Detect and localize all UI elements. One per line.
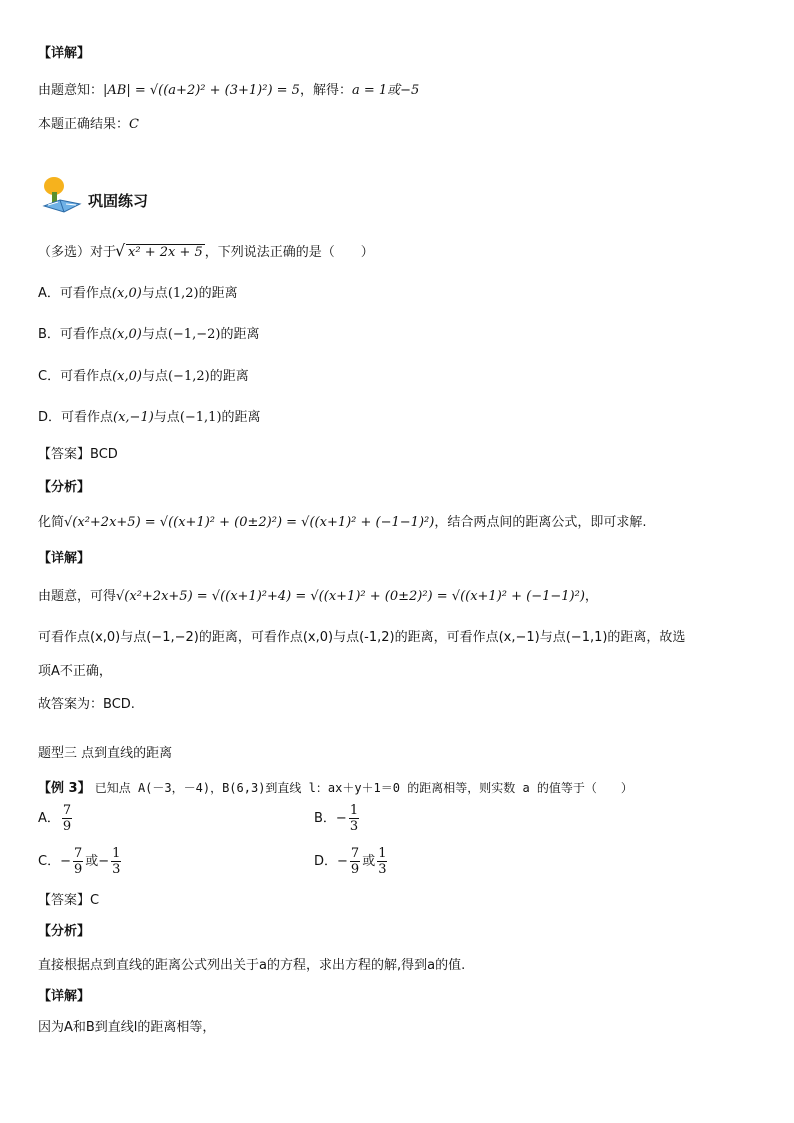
detail-text-line-2: 项A不正确， xyxy=(38,664,112,679)
stem-prefix: （多选）对于 xyxy=(38,245,117,260)
denominator: 3 xyxy=(378,862,387,877)
option-point: (−1,2) xyxy=(167,369,210,384)
final-answer: 故答案为：BCD. xyxy=(38,697,135,712)
denominator: 3 xyxy=(349,819,359,834)
t3-option-b xyxy=(314,803,361,834)
option-label: C．可看作点 xyxy=(38,369,113,384)
option-or: 或− xyxy=(85,854,110,869)
detail-prefix: 由题意，可得 xyxy=(38,589,117,604)
numerator: 1 xyxy=(349,803,359,818)
t3-option-a xyxy=(38,803,74,834)
example-label: 【例 3】 xyxy=(38,781,91,796)
option-c xyxy=(38,368,249,386)
option-label: B．可看作点 xyxy=(38,327,112,342)
option-mid: 与点 xyxy=(141,369,168,384)
option-end: 的距离 xyxy=(221,410,261,425)
option-label: A．可看作点 xyxy=(38,286,112,301)
option-label: D．可看作点 xyxy=(38,410,114,425)
t3-answer: 【答案】C xyxy=(38,893,100,908)
analysis-expr: √(x²+2x+5) = √((x+1)² + (0±2)²) = √((x+1)² + (−1−1)²) xyxy=(64,515,435,530)
option-point: (−1,1) xyxy=(179,410,222,425)
option-label: B．− xyxy=(314,811,347,826)
fraction xyxy=(62,803,72,834)
analysis-prefix: 化简 xyxy=(38,515,65,530)
option-label: A． xyxy=(38,811,60,826)
fraction xyxy=(377,846,387,877)
fraction xyxy=(73,846,83,877)
option-a xyxy=(38,285,238,303)
option-b xyxy=(38,326,259,344)
option-d xyxy=(38,409,261,427)
example-3 xyxy=(38,779,633,798)
analysis-line xyxy=(38,514,646,532)
detail-formula-line xyxy=(38,588,598,606)
t3-option-c xyxy=(38,846,123,877)
example-text: 已知点 A(－3，－4)，B(6,3)到直线 l：ax＋y＋1＝0 的距离相等，则实数 a 的值等于（ ） xyxy=(94,781,633,795)
numerator: 7 xyxy=(350,846,360,861)
result-line xyxy=(38,116,139,134)
detail-text-line-1: 可看作点(x,0)与点(−1,−2)的距离，可看作点(x,0)与点(-1,2)的距离，可看作点(x,−1)与点(−1,1)的距离，故选 xyxy=(38,630,686,645)
numerator: 7 xyxy=(73,846,83,861)
option-mid: 与点 xyxy=(141,286,168,301)
type3-heading: 题型三 点到直线的距离 xyxy=(38,746,173,761)
denominator: 9 xyxy=(73,862,83,877)
option-point: (x,−1) xyxy=(113,410,154,425)
solve-label: ，解得： xyxy=(299,83,352,98)
question-stem xyxy=(38,244,374,262)
analysis-header: 【分析】 xyxy=(38,480,91,495)
detail-header-2: 【详解】 xyxy=(38,551,91,566)
option-end: 的距离 xyxy=(220,327,260,342)
solve-answer: a = 1或−5 xyxy=(351,83,420,98)
detail-expr: √(x²+2x+5) = √((x+1)²+4) = √((x+1)² + (0±2)²) = √((x+1)² + (−1−1)²) xyxy=(116,589,585,604)
detail-known: 由题意知： xyxy=(38,83,104,98)
numerator: 1 xyxy=(378,846,387,861)
t3-analysis: 直接根据点到直线的距离公式列出关于a的方程，求出方程的解,得到a的值. xyxy=(38,958,466,973)
option-end: 的距离 xyxy=(198,286,238,301)
stem-sqrt xyxy=(116,244,205,262)
t3-detail-header: 【详解】 xyxy=(38,989,91,1004)
option-mid: 与点 xyxy=(153,410,180,425)
option-point: (−1,−2) xyxy=(167,327,221,342)
t3-option-d xyxy=(314,846,389,877)
numerator: 7 xyxy=(62,803,72,818)
fraction xyxy=(350,846,360,877)
denominator: 9 xyxy=(62,819,72,834)
option-point: (x,0) xyxy=(112,369,142,384)
numerator: 1 xyxy=(112,846,121,861)
option-label: D．− xyxy=(314,854,348,869)
option-point: (x,0) xyxy=(111,327,142,342)
lamp-book-icon xyxy=(40,170,82,214)
result-value: C xyxy=(129,117,139,132)
detail-header: 【详解】 xyxy=(38,46,91,61)
stem-suffix: ，下列说法正确的是（ ） xyxy=(204,245,374,260)
detail-line xyxy=(38,82,419,100)
option-or: 或 xyxy=(362,854,376,869)
result-label: 本题正确结果： xyxy=(38,117,130,132)
denominator: 3 xyxy=(112,862,121,877)
detail-suffix: ， xyxy=(584,589,598,604)
option-end: 的距离 xyxy=(209,369,249,384)
analysis-suffix: ，结合两点间的距离公式，即可求解. xyxy=(434,515,647,530)
fraction xyxy=(349,803,359,834)
stem-expr: x² + 2x + 5 xyxy=(128,245,203,260)
answer-line: 【答案】BCD xyxy=(38,447,118,462)
t3-analysis-header: 【分析】 xyxy=(38,924,91,939)
denominator: 9 xyxy=(350,862,360,877)
option-label: C．− xyxy=(38,854,71,869)
option-mid: 与点 xyxy=(141,327,168,342)
option-point: (x,0) xyxy=(111,286,142,301)
ab-formula: |AB| = √((a+2)² + (3+1)²) = 5 xyxy=(103,83,300,98)
fraction xyxy=(111,846,121,877)
section-title: 巩固练习 xyxy=(88,192,149,210)
t3-detail: 因为A和B到直线l的距离相等， xyxy=(38,1020,216,1035)
option-point: (1,2) xyxy=(167,286,199,301)
